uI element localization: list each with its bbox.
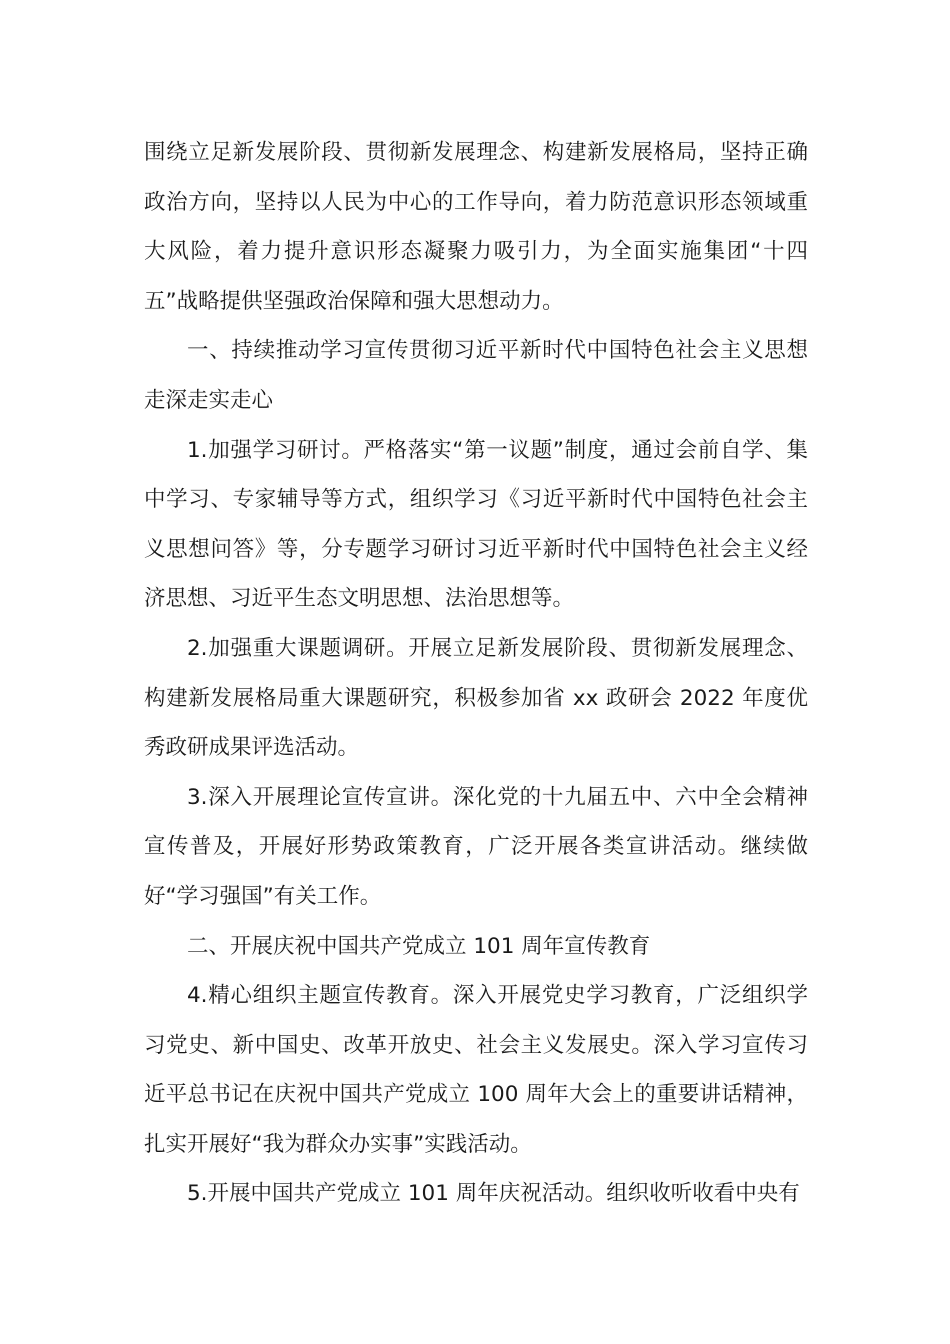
list-item-3: 3.深入开展理论宣传宣讲。深化党的十九届五中、六中全会精神宣传普及，开展好形势政策教育，广泛开展各类宣讲活动。继续做好“学习强国”有关工作。 (144, 784, 808, 909)
intro-paragraph: 围绕立足新发展阶段、贯彻新发展理念、构建新发展格局，坚持正确政治方向，坚持以人民为中心的工作导向，着力防范意识形态领域重大风险，着力提升意识形态凝聚力吸引力，为全面实施集团“十四五”战略提供坚强政治保障和强大思想动力。 (144, 140, 808, 314)
section-heading-1: 一、持续推动学习宣传贯彻习近平新时代中国特色社会主义思想走深走实走心 (144, 338, 808, 413)
document-body (144, 128, 808, 1219)
list-item-4: 4.精心组织主题宣传教育。深入开展党史学习教育，广泛组织学习党史、新中国史、改革开放史、社会主义发展史。深入学习宣传习近平总书记在庆祝中国共产党成立 100 周年大会上的重要讲话精神，扎实开展好“我为群众办实事”实践活动。 (144, 983, 808, 1157)
list-item-1: 1.加强学习研讨。严格落实“第一议题”制度，通过会前自学、集中学习、专家辅导等方式，组织学习《习近平新时代中国特色社会主义思想问答》等，分专题学习研讨习近平新时代中国特色社会主义经济思想、习近平生态文明思想、法治思想等。 (144, 437, 808, 612)
section-heading-2: 二、开展庆祝中国共产党成立 101 周年宣传教育 (187, 933, 651, 959)
list-item-5: 5.开展中国共产党成立 101 周年庆祝活动。组织收听收看中央有 (187, 1181, 800, 1207)
list-item-2: 2.加强重大课题调研。开展立足新发展阶段、贯彻新发展理念、构建新发展格局重大课题研究，积极参加省 xx 政研会 2022 年度优秀政研成果评选活动。 (144, 635, 808, 761)
